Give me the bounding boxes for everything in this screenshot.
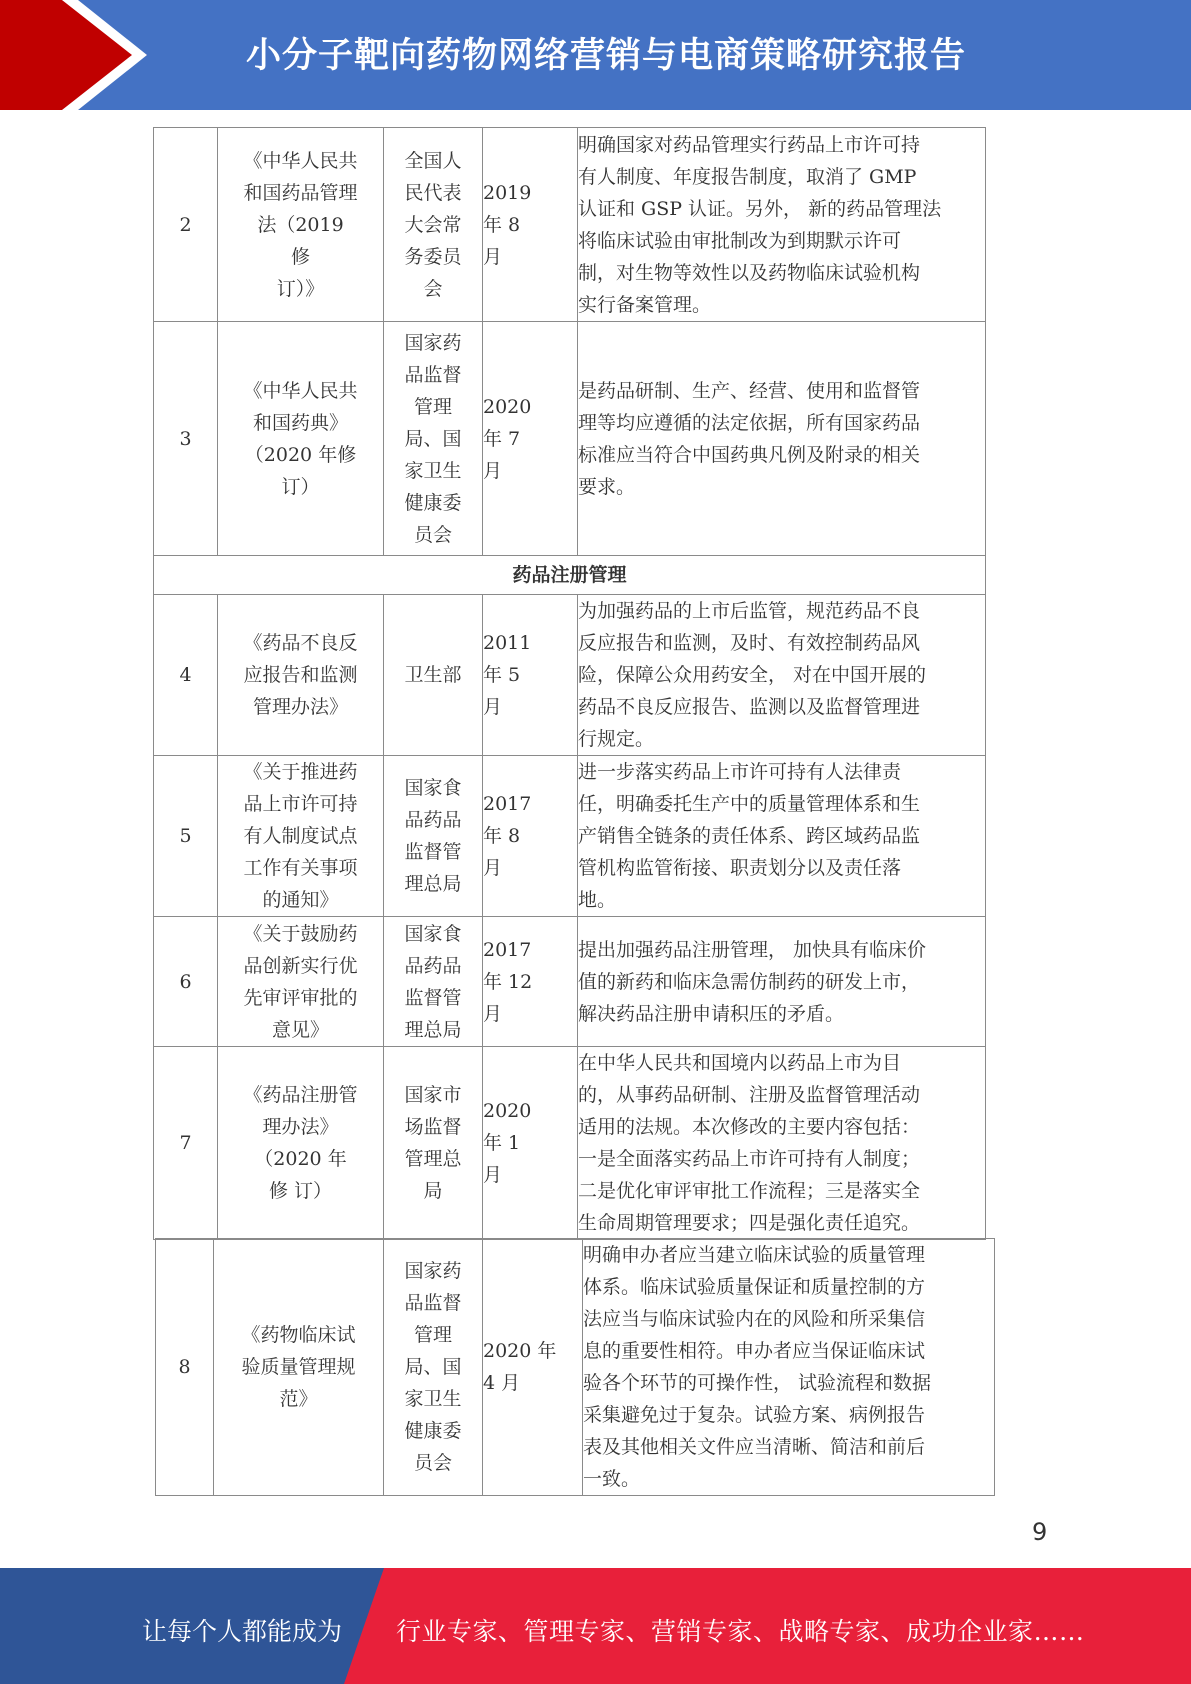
cell-line: 二是优化审评审批工作流程；三是落实全: [578, 1180, 921, 1202]
cell-line: 要求。: [578, 475, 636, 498]
cell-line: （2020 年: [254, 1148, 347, 1170]
table-row: [154, 322, 986, 556]
cell-line: 年 8: [483, 213, 521, 236]
row-number-cell: 2: [154, 128, 218, 322]
cell-line: 和国药品管理: [243, 181, 358, 204]
cell-line: 明确申办者应当建立临床试验的质量管理: [583, 1244, 926, 1266]
cell-line: 一是全面落实药品上市许可持有人制度；: [578, 1148, 921, 1170]
cell-line: 理办法》: [262, 1116, 339, 1138]
cell-line: 先审评审批的: [243, 986, 358, 1009]
cell-line: 《中华人民共: [243, 149, 358, 172]
cell-line: 品药品: [404, 954, 462, 977]
cell-line: 2019: [483, 181, 532, 204]
description-cell: [578, 128, 986, 322]
cell-line: 品创新实行优: [243, 954, 358, 977]
cell-line: 年 5: [483, 664, 521, 686]
cell-line: 家卫生: [404, 1388, 462, 1410]
cell-line: 明确国家对药品管理实行药品上市许可持: [578, 133, 921, 156]
cell-line: 值的新药和临床急需仿制药的研发上市，: [578, 970, 921, 993]
cell-line: 验质量管理规: [241, 1356, 356, 1378]
cell-line: 场监督: [404, 1116, 462, 1138]
regulation-name-cell: [218, 595, 384, 756]
row-number-cell: 4: [154, 595, 218, 756]
cell-line: 月: [483, 1002, 503, 1025]
issuing-body-cell: [384, 1047, 483, 1240]
issuing-body-cell: [384, 128, 483, 322]
cell-line: 订）: [281, 475, 320, 498]
cell-line: 的通知》: [262, 889, 339, 911]
cell-line: 修 订）: [268, 1180, 333, 1202]
cell-line: 品监督: [404, 1292, 462, 1314]
report-title: 小分子靶向药物网络营销与电商策略研究报告: [246, 36, 967, 76]
cell-line: 在中华人民共和国境内以药品上市为目: [578, 1052, 902, 1074]
cell-line: 任，明确委托生产中的质量管理体系和生: [578, 793, 921, 815]
cell-line: 局、国: [404, 1356, 462, 1378]
cell-line: 验各个环节的可操作性， 试验流程和数据: [583, 1372, 932, 1394]
cell-line: 2020: [483, 395, 532, 418]
cell-line: 4 月: [483, 1372, 521, 1394]
cell-line: 行规定。: [578, 728, 655, 750]
cell-line: 反应报告和监测，及时、有效控制药品风: [578, 632, 921, 654]
cell-line: 认证和 GSP 认证。另外， 新的药品管理法: [578, 197, 942, 220]
row-number-cell: 7: [154, 1047, 218, 1240]
issuing-body-cell: [384, 917, 483, 1047]
cell-line: 订）》: [276, 277, 325, 300]
cell-line: 品药品: [404, 809, 462, 831]
cell-line: 品上市许可持: [243, 793, 358, 815]
table-row: [156, 1239, 995, 1496]
cell-line: 管理总: [404, 1148, 462, 1170]
cell-line: 采集避免过于复杂。试验方案、病例报告: [583, 1404, 926, 1426]
table-row: [154, 756, 986, 917]
footer-slogan-right: 行业专家、管理专家、营销专家、战略专家、成功企业家……: [396, 1617, 1085, 1646]
page-footer: [0, 1568, 1191, 1684]
cell-line: 标准应当符合中国药典凡例及附录的相关: [578, 443, 921, 466]
cell-line: 2017: [483, 938, 532, 961]
regulation-name-cell: [214, 1239, 384, 1496]
cell-line: 全国人: [404, 149, 462, 172]
cell-line: 《中华人民共: [243, 379, 358, 402]
cell-line: 年 12: [483, 970, 533, 993]
cell-line: 务委员: [404, 245, 462, 268]
issuing-body-cell: [384, 1239, 483, 1496]
cell-line: 适用的法规。本次修改的主要内容包括：: [578, 1116, 921, 1138]
regulation-table-continued: [155, 1238, 995, 1496]
cell-line: 是药品研制、生产、经营、使用和监督管: [578, 379, 921, 402]
cell-line: 提出加强药品注册管理， 加快具有临床价: [578, 938, 927, 961]
regulation-table: [153, 127, 986, 1240]
cell-line: 有人制度试点: [243, 825, 358, 847]
cell-line: 局、国: [404, 427, 462, 450]
cell-line: 产销售全链条的责任体系、跨区域药品监: [578, 825, 921, 847]
cell-line: 进一步落实药品上市许可持有人法律责: [578, 761, 902, 783]
cell-line: 年 7: [483, 427, 521, 450]
issuing-body-cell: [384, 595, 483, 756]
page-header: [0, 0, 1191, 110]
cell-line: 《药物临床试: [241, 1324, 356, 1346]
table-row: [154, 917, 986, 1047]
cell-line: 月: [483, 459, 503, 482]
description-cell: [578, 917, 986, 1047]
cell-line: 理等均应遵循的法定依据，所有国家药品: [578, 411, 921, 434]
regulation-name-cell: [218, 1047, 384, 1240]
cell-line: 理总局: [404, 873, 462, 895]
issue-date-cell: [483, 1239, 583, 1496]
cell-line: 《药品不良反: [243, 632, 358, 654]
cell-line: 员会: [413, 1452, 452, 1474]
cell-line: 品监督: [404, 363, 462, 386]
section-row: [154, 556, 986, 595]
cell-line: （2020 年修: [244, 443, 357, 466]
cell-line: 国家市: [404, 1084, 462, 1106]
cell-line: 员会: [413, 523, 452, 546]
cell-line: 月: [483, 696, 503, 718]
cell-line: 法应当与临床试验内在的风险和所采集信: [583, 1308, 926, 1330]
row-number-cell: 3: [154, 322, 218, 556]
page-number: 9: [1032, 1518, 1048, 1546]
cell-line: 为加强药品的上市后监管，规范药品不良: [578, 600, 921, 622]
cell-line: 应报告和监测: [243, 664, 358, 686]
cell-line: 国家食: [404, 777, 462, 799]
cell-line: 国家药: [404, 1260, 462, 1282]
cell-line: 表及其他相关文件应当清晰、简洁和前后: [583, 1436, 926, 1458]
cell-line: 理总局: [404, 1018, 462, 1041]
cell-line: 地。: [578, 889, 617, 911]
issue-date-cell: [483, 756, 578, 917]
row-number-cell: 6: [154, 917, 218, 1047]
cell-line: 管理办法》: [252, 696, 348, 718]
issuing-body-cell: [384, 756, 483, 917]
cell-line: 民代表: [404, 181, 462, 204]
cell-line: 修: [290, 245, 310, 268]
cell-line: 范》: [279, 1388, 318, 1410]
cell-line: 监督管: [404, 841, 462, 863]
cell-line: 2020 年: [483, 1340, 557, 1362]
regulation-name-cell: [218, 756, 384, 917]
cell-line: 月: [483, 1164, 503, 1186]
footer-slogan-left: 让每个人都能成为: [142, 1617, 343, 1646]
cell-line: 管理: [413, 1324, 452, 1346]
description-cell: [578, 322, 986, 556]
cell-line: 险，保障公众用药安全， 对在中国开展的: [578, 664, 927, 686]
table-row: [154, 128, 986, 322]
cell-line: 一致。: [583, 1468, 641, 1490]
cell-line: 2017: [483, 793, 532, 815]
cell-line: 2020: [483, 1100, 532, 1122]
cell-line: 体系。临床试验质量保证和质量控制的方: [583, 1276, 926, 1298]
description-cell: [578, 595, 986, 756]
cell-line: 的，从事药品研制、注册及监督管理活动: [578, 1084, 921, 1106]
cell-line: 局: [423, 1180, 443, 1202]
issue-date-cell: [483, 917, 578, 1047]
cell-line: 健康委: [404, 1420, 462, 1442]
cell-line: 法（2019: [257, 213, 344, 236]
cell-line: 管机构监管衔接、职责划分以及责任落: [578, 857, 902, 879]
cell-line: 制，对生物等效性以及药物临床试验机构: [578, 261, 921, 284]
cell-line: 大会常: [404, 213, 462, 236]
cell-line: 工作有关事项: [243, 857, 358, 879]
issuing-body-cell: [384, 322, 483, 556]
regulation-name-cell: [218, 322, 384, 556]
cell-line: 国家食: [404, 922, 462, 945]
description-cell: [578, 756, 986, 917]
section-heading: 药品注册管理: [154, 556, 986, 595]
regulation-name-cell: [218, 917, 384, 1047]
cell-line: 卫生部: [404, 664, 462, 686]
cell-line: 生命周期管理要求；四是强化责任追究。: [578, 1212, 921, 1234]
row-number-cell: 8: [156, 1239, 214, 1496]
cell-line: 家卫生: [404, 459, 462, 482]
cell-line: 《药品注册管: [243, 1084, 358, 1106]
table-row: [154, 595, 986, 756]
cell-line: 会: [423, 277, 443, 300]
cell-line: 药品不良反应报告、监测以及监督管理进: [578, 696, 921, 718]
cell-line: 年 1: [483, 1132, 521, 1154]
cell-line: 《关于鼓励药: [243, 922, 358, 945]
cell-line: 健康委: [404, 491, 462, 514]
cell-line: 息的重要性相符。申办者应当保证临床试: [583, 1340, 926, 1362]
cell-line: 月: [483, 245, 503, 268]
issue-date-cell: [483, 128, 578, 322]
cell-line: 意见》: [271, 1018, 329, 1041]
table-row: [154, 1047, 986, 1240]
cell-line: 和国药典》: [252, 411, 348, 434]
cell-line: 解决药品注册申请积压的矛盾。: [578, 1002, 845, 1025]
cell-line: 国家药: [404, 331, 462, 354]
cell-line: 管理: [413, 395, 452, 418]
regulation-name-cell: [218, 128, 384, 322]
description-cell: [578, 1047, 986, 1240]
cell-line: 将临床试验由审批制改为到期默示许可: [578, 229, 902, 252]
cell-line: 《关于推进药: [243, 761, 358, 783]
issue-date-cell: [483, 1047, 578, 1240]
cell-line: 月: [483, 857, 503, 879]
cell-line: 年 8: [483, 825, 521, 847]
issue-date-cell: [483, 595, 578, 756]
description-cell: [583, 1239, 995, 1496]
cell-line: 2011: [483, 632, 532, 654]
issue-date-cell: [483, 322, 578, 556]
cell-line: 有人制度、年度报告制度，取消了 GMP: [578, 165, 917, 188]
cell-line: 实行备案管理。: [578, 293, 712, 316]
row-number-cell: 5: [154, 756, 218, 917]
cell-line: 监督管: [404, 986, 462, 1009]
